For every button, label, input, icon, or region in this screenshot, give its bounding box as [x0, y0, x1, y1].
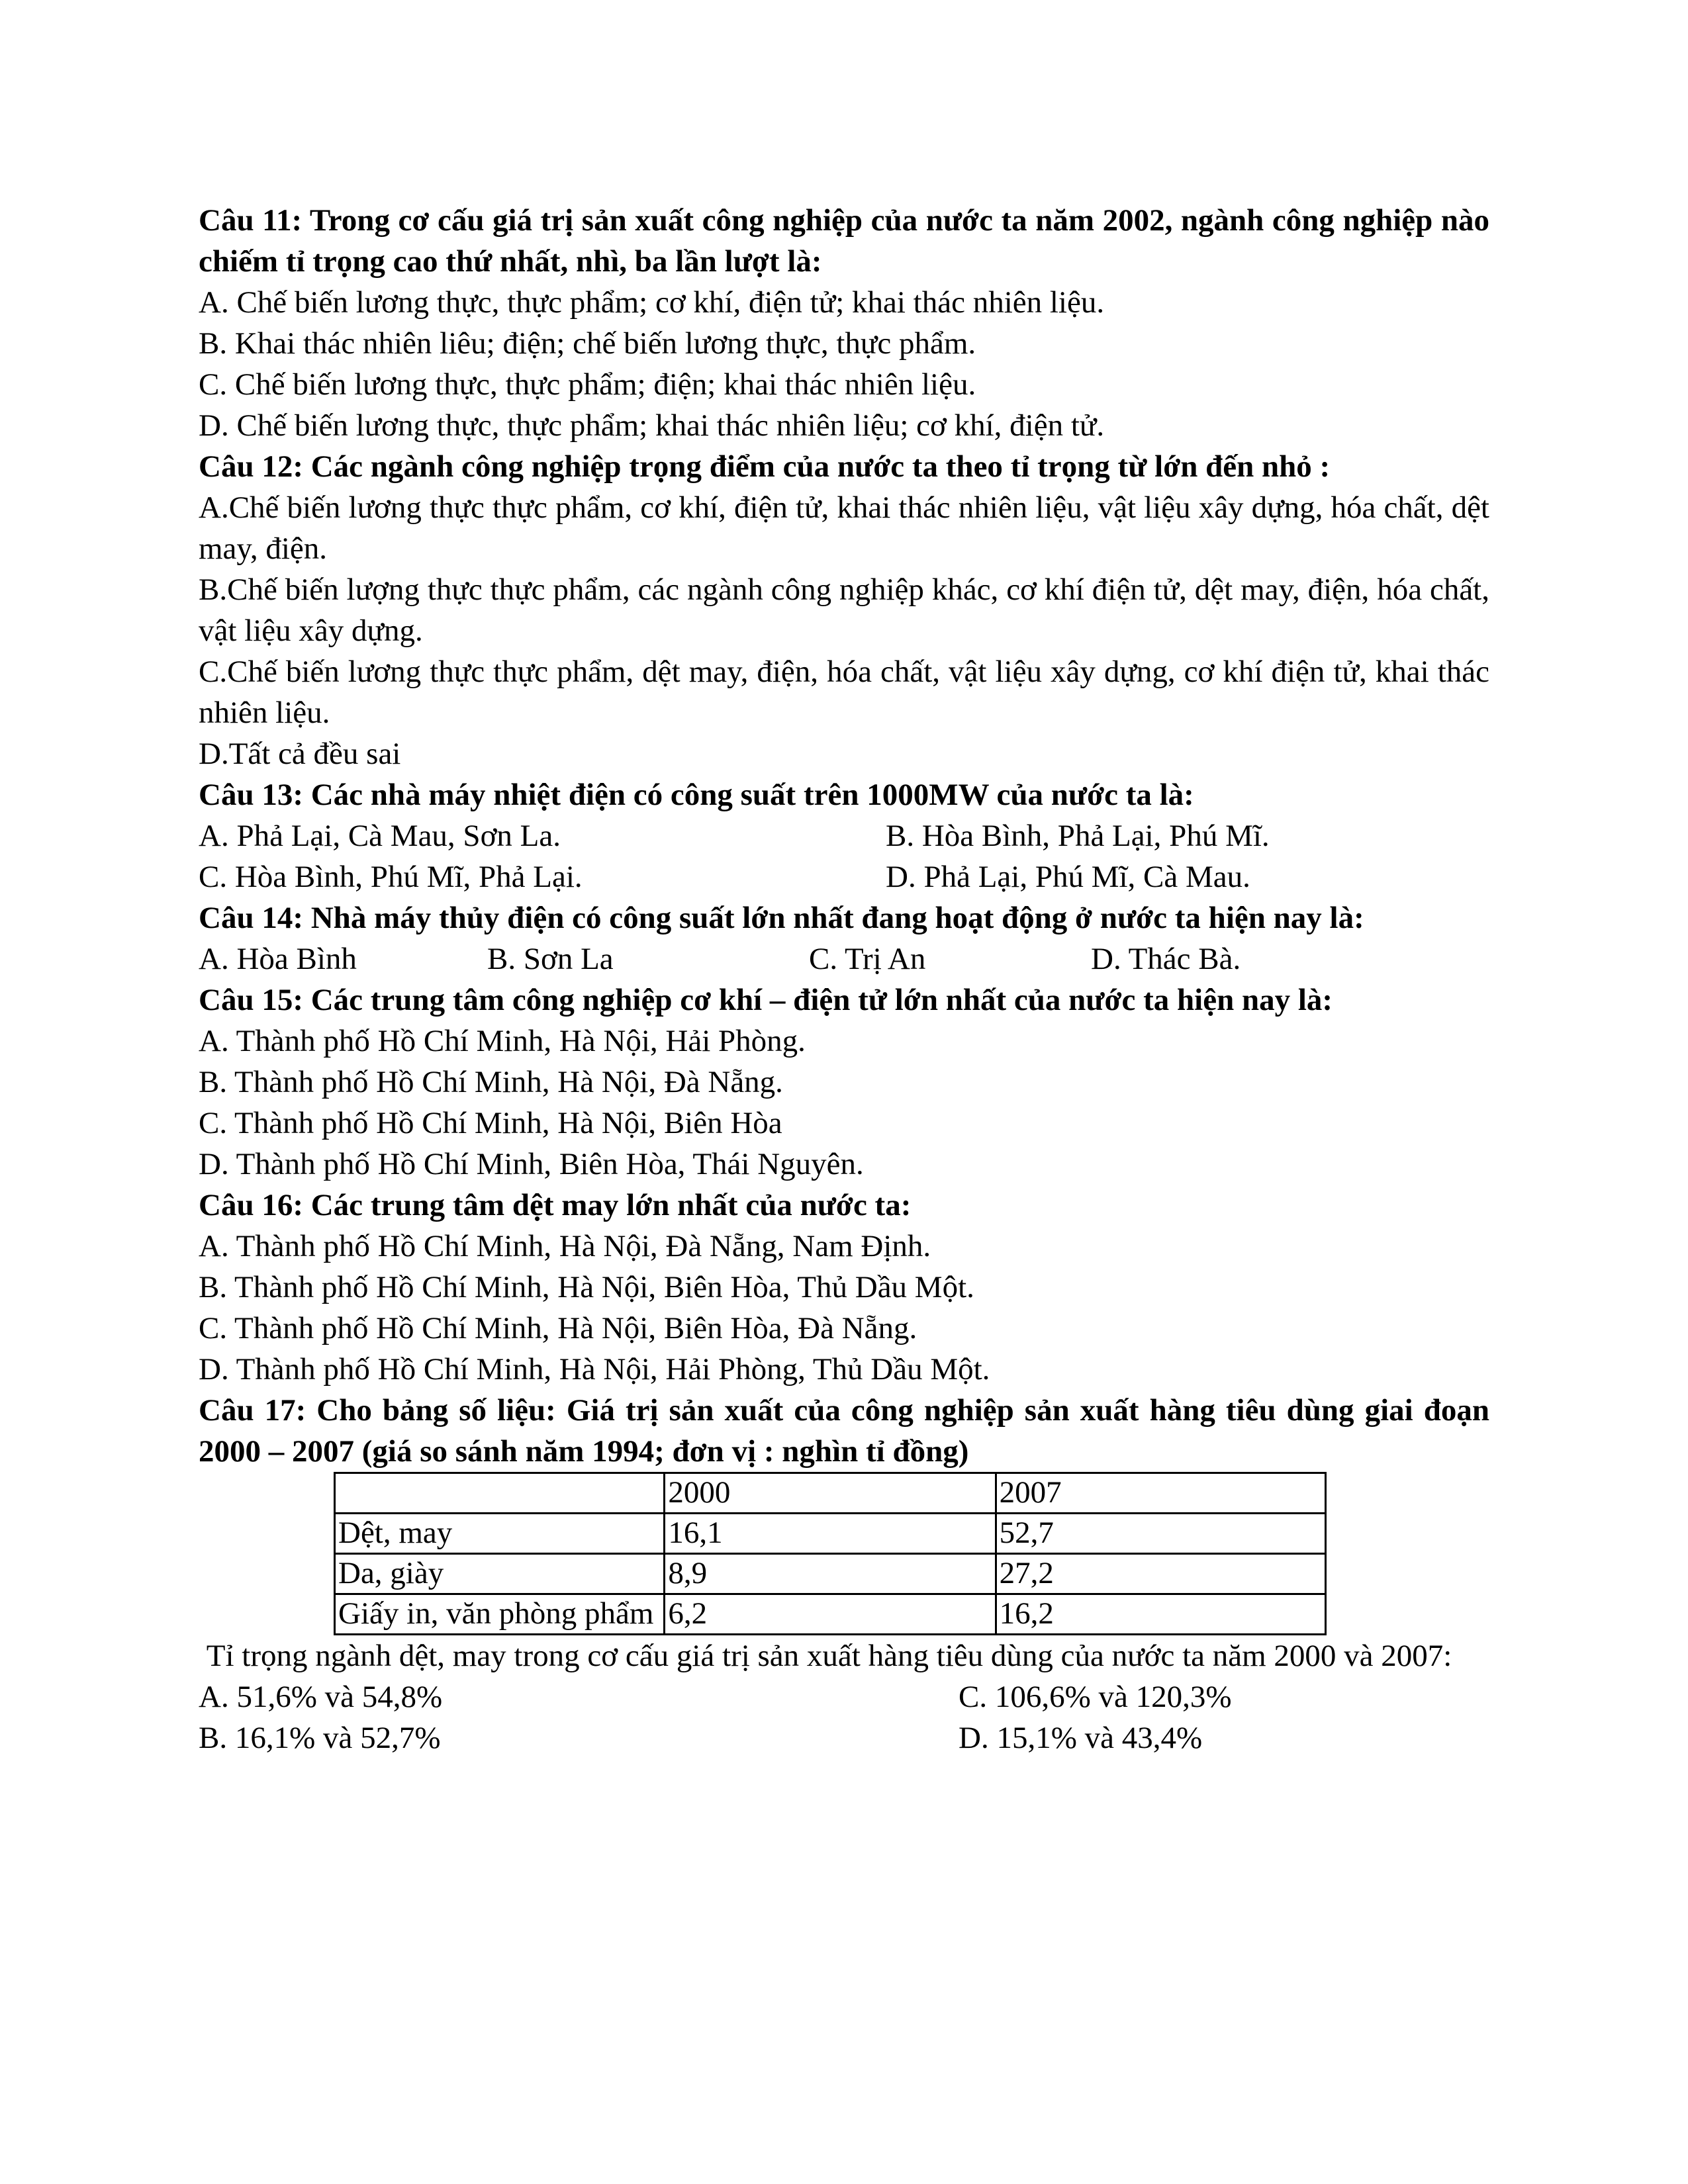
question-16-option-b: B. Thành phố Hồ Chí Minh, Hà Nội, Biên Hòa, Thủ Dầu Một.	[199, 1270, 974, 1304]
table-cell-label: Giấy in, văn phòng phẩm	[335, 1594, 665, 1635]
question-12-option-a: A.Chế biến lương thực thực phẩm, cơ khí, điện tử, khai thác nhiên liệu, vật liệu xây dựng, hóa chất, dệt may, điện.	[199, 490, 1489, 566]
question-13-option-a: A. Phả Lại, Cà Mau, Sơn La.	[199, 819, 561, 853]
question-16-option-d: D. Thành phố Hồ Chí Minh, Hà Nội, Hải Phòng, Thủ Dầu Một.	[199, 1352, 990, 1387]
question-13-stem: Câu 13: Các nhà máy nhiệt điện có công suất trên 1000MW của nước ta là:	[199, 778, 1194, 812]
table-cell-value: 8,9	[665, 1554, 996, 1594]
table-row	[335, 1554, 1326, 1594]
table-cell-label: Da, giày	[335, 1554, 665, 1594]
question-15-option-c: C. Thành phố Hồ Chí Minh, Hà Nội, Biên Hòa	[199, 1106, 782, 1140]
question-17-option-b: B. 16,1% và 52,7%	[199, 1721, 441, 1755]
table-header-cell-2000: 2000	[665, 1473, 996, 1514]
table-header-row	[335, 1473, 1326, 1514]
question-17-option-a: A. 51,6% và 54,8%	[199, 1680, 443, 1714]
question-14-options-row	[199, 938, 1489, 979]
question-12-stem: Câu 12: Các ngành công nghiệp trọng điểm của nước ta theo tỉ trọng từ lớn đến nhỏ :	[199, 449, 1331, 484]
question-11-option-c: C. Chế biến lương thực, thực phẩm; điện; khai thác nhiên liệu.	[199, 367, 976, 402]
question-15-option-d: D. Thành phố Hồ Chí Minh, Biên Hòa, Thái Nguyên.	[199, 1147, 864, 1181]
question-13-option-d: D. Phả Lại, Phú Mĩ, Cà Mau.	[886, 860, 1250, 894]
question-14-stem: Câu 14: Nhà máy thủy điện có công suất lớn nhất đang hoạt động ở nước ta hiện nay là:	[199, 901, 1364, 935]
question-15-stem: Câu 15: Các trung tâm công nghiệp cơ khí – điện tử lớn nhất của nước ta hiện nay là:	[199, 983, 1333, 1017]
question-11-option-d: D. Chế biến lương thực, thực phẩm; khai thác nhiên liệu; cơ khí, điện tử.	[199, 408, 1105, 443]
question-13-option-c: C. Hòa Bình, Phú Mĩ, Phả Lại.	[199, 860, 583, 894]
question-17-prompt: Tỉ trọng ngành dệt, may trong cơ cấu giá trị sản xuất hàng tiêu dùng của nước ta năm 2000 và 2007:	[199, 1639, 1452, 1673]
table-cell-label: Dệt, may	[335, 1514, 665, 1554]
question-13-options-row-2	[199, 856, 1489, 897]
document-page	[199, 200, 1489, 1758]
table-cell-value: 16,2	[996, 1594, 1325, 1635]
question-12-option-d: D.Tất cả đều sai	[199, 737, 401, 771]
question-17-options-row-1	[199, 1676, 1489, 1717]
table-row	[335, 1514, 1326, 1554]
question-17-option-c: C. 106,6% và 120,3%	[959, 1680, 1232, 1714]
production-value-table	[334, 1472, 1327, 1635]
question-13-options-row-1	[199, 815, 1489, 856]
question-12-option-c: C.Chế biến lương thực thực phẩm, dệt may, điện, hóa chất, vật liệu xây dựng, cơ khí điện tử, khai thác nhiên liệu.	[199, 655, 1489, 730]
table-header-cell-empty	[335, 1473, 665, 1514]
question-11-stem: Câu 11: Trong cơ cấu giá trị sản xuất công nghiệp của nước ta năm 2002, ngành công nghiệp nào chiếm tỉ trọng cao thứ nhất, nhì, ba lần lượt là:	[199, 203, 1489, 279]
question-16-stem: Câu 16: Các trung tâm dệt may lớn nhất của nước ta:	[199, 1188, 912, 1222]
question-15-option-a: A. Thành phố Hồ Chí Minh, Hà Nội, Hải Phòng.	[199, 1024, 806, 1058]
question-17-stem: Câu 17: Cho bảng số liệu: Giá trị sản xuất của công nghiệp sản xuất hàng tiêu dùng giai đoạn 2000 – 2007 (giá so sánh năm 1994; đơn vị : nghìn tỉ đồng)	[199, 1393, 1489, 1469]
table-cell-value: 16,1	[665, 1514, 996, 1554]
question-14-option-d: D. Thác Bà.	[1091, 942, 1241, 976]
question-14-option-c: C. Trị An	[809, 942, 926, 976]
question-14-option-b: B. Sơn La	[487, 942, 614, 976]
question-16-option-c: C. Thành phố Hồ Chí Minh, Hà Nội, Biên Hòa, Đà Nẵng.	[199, 1311, 917, 1345]
question-15-option-b: B. Thành phố Hồ Chí Minh, Hà Nội, Đà Nẵng.	[199, 1065, 783, 1099]
question-11-option-a: A. Chế biến lương thực, thực phẩm; cơ khí, điện tử; khai thác nhiên liệu.	[199, 285, 1105, 320]
question-17-options-row-2	[199, 1717, 1489, 1758]
table-row	[335, 1594, 1326, 1635]
question-14-option-a: A. Hòa Bình	[199, 942, 357, 976]
question-17-option-d: D. 15,1% và 43,4%	[959, 1721, 1203, 1755]
question-13-option-b: B. Hòa Bình, Phả Lại, Phú Mĩ.	[886, 819, 1270, 853]
table-cell-value: 52,7	[996, 1514, 1325, 1554]
question-12-option-b: B.Chế biến lượng thực thực phẩm, các ngành công nghiệp khác, cơ khí điện tử, dệt may, điện, hóa chất, vật liệu xây dựng.	[199, 572, 1489, 648]
table-cell-value: 27,2	[996, 1554, 1325, 1594]
table-header-cell-2007: 2007	[996, 1473, 1325, 1514]
question-11-option-b: B. Khai thác nhiên liêu; điện; chế biến lương thực, thực phẩm.	[199, 326, 976, 361]
question-16-option-a: A. Thành phố Hồ Chí Minh, Hà Nội, Đà Nẵng, Nam Định.	[199, 1229, 931, 1263]
table-cell-value: 6,2	[665, 1594, 996, 1635]
